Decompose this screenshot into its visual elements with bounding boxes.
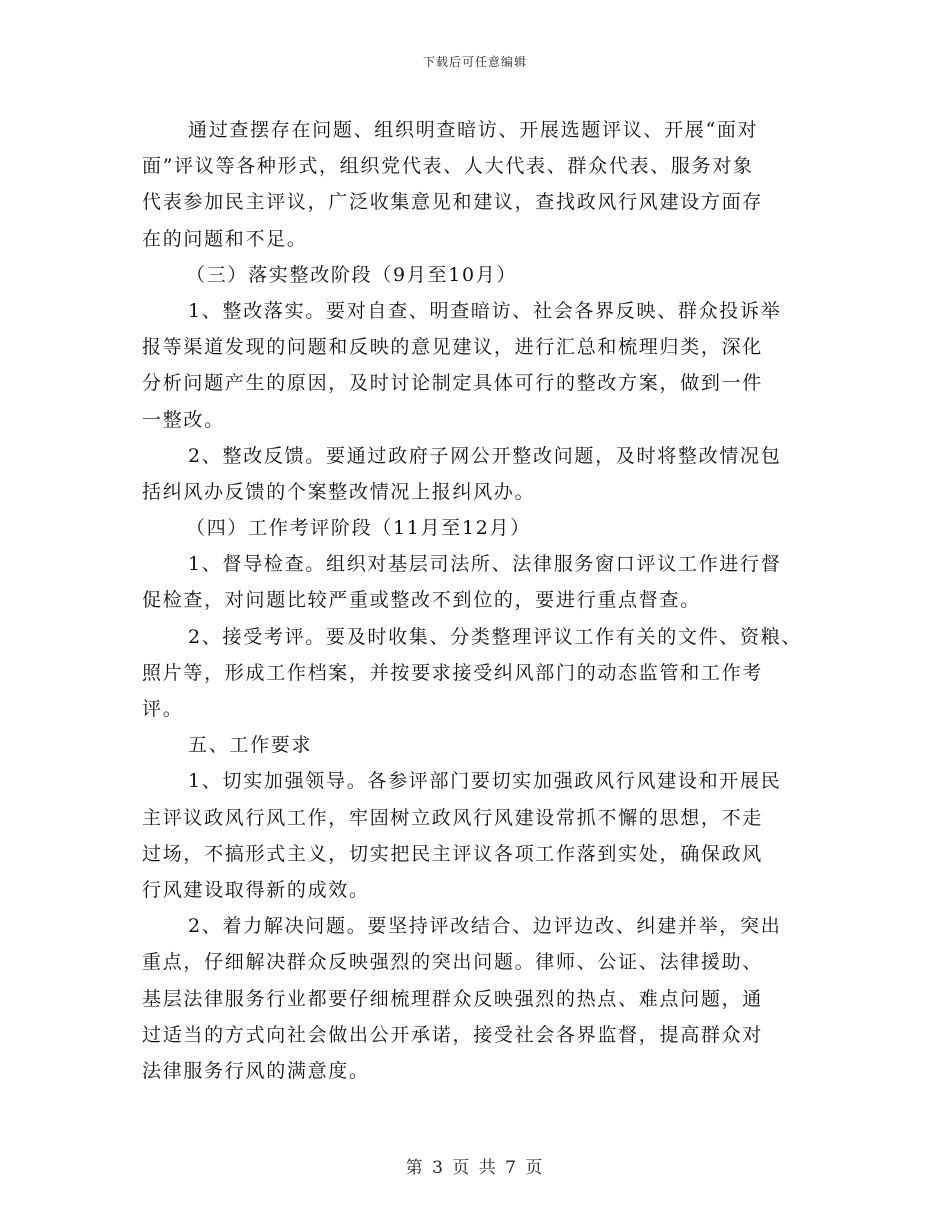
paragraph-line: 法律服务行风的满意度。 xyxy=(142,1059,370,1082)
paragraph-line: 过场，不搞形式主义，切实把民主评议各项工作落到实处，确保政风 xyxy=(142,842,764,865)
paragraph-line: 报等渠道发现的问题和反映的意见建议，进行汇总和梳理归类，深化 xyxy=(142,336,764,359)
paragraph-line: 括纠风办反馈的个案整改情况上报纠风办。 xyxy=(142,480,536,503)
page-number: 第 3 页 共 7 页 xyxy=(405,1158,545,1178)
section-heading: （四）工作考评阶段（11月至12月） xyxy=(186,517,531,540)
paragraph-line: 照片等，形成工作档案，并按要求接受纠风部门的动态监管和工作考 xyxy=(142,661,764,684)
paragraph-line: 2、整改反馈。要通过政府子网公开整改问题，及时将整改情况包 xyxy=(188,444,782,467)
paragraph-line: 评。 xyxy=(142,698,184,720)
paragraph-line: 促检查，对问题比较严重或整改不到位的，要进行重点督查。 xyxy=(142,589,701,612)
paragraph-line: 面”评议等各种形式，组织党代表、人大代表、群众代表、服务对象 xyxy=(142,155,754,178)
paragraph-line: 2、接受考评。要及时收集、分类整理评议工作有关的文件、资粮、 xyxy=(188,625,803,648)
paragraph-line: 过适当的方式向社会做出公开承诺，接受社会各界监督，提高群众对 xyxy=(142,1023,764,1046)
paragraph-line: 通过查摆存在问题、组织明查暗访、开展选题评议、开展“面对 xyxy=(188,119,759,141)
paragraph-line: 1、督导检查。组织对基层司法所、法律服务窗口评议工作进行督 xyxy=(188,553,782,576)
paragraph-line: 基层法律服务行业都要仔细梳理群众反映强烈的热点、难点问题，通 xyxy=(142,987,764,1010)
paragraph-line: 2、着力解决问题。要坚持评改结合、边评边改、纠建并举，突出 xyxy=(188,915,782,938)
paragraph-line: 一整改。 xyxy=(142,408,225,431)
paragraph-line: 分析问题产生的原因，及时讨论制定具体可行的整改方案，做到一件 xyxy=(142,372,764,395)
paragraph-line: 在的问题和不足。 xyxy=(142,227,308,250)
paragraph-line: 主评议政风行风工作，牢固树立政风行风建设常抓不懈的思想，不走 xyxy=(142,806,764,829)
section-heading: 五、工作要求 xyxy=(188,734,313,757)
paragraph-line: 1、切实加强领导。各参评部门要切实加强政风行风建设和开展民 xyxy=(188,770,782,793)
paragraph-line: 1、整改落实。要对自查、明查暗访、社会各界反映、群众投诉举 xyxy=(188,299,782,322)
paragraph-line: 行风建设取得新的成效。 xyxy=(142,878,370,901)
paragraph-line: 代表参加民主评议，广泛收集意见和建议，查找政风行风建设方面存 xyxy=(142,191,764,214)
document-body xyxy=(142,112,832,1089)
paragraph-line: 重点，仔细解决群众反映强烈的突出问题。律师、公证、法律援助、 xyxy=(142,951,764,974)
section-heading: （三）落实整改阶段（9月至10月） xyxy=(186,263,518,286)
page-header: 下载后可任意编辑 xyxy=(422,55,527,69)
